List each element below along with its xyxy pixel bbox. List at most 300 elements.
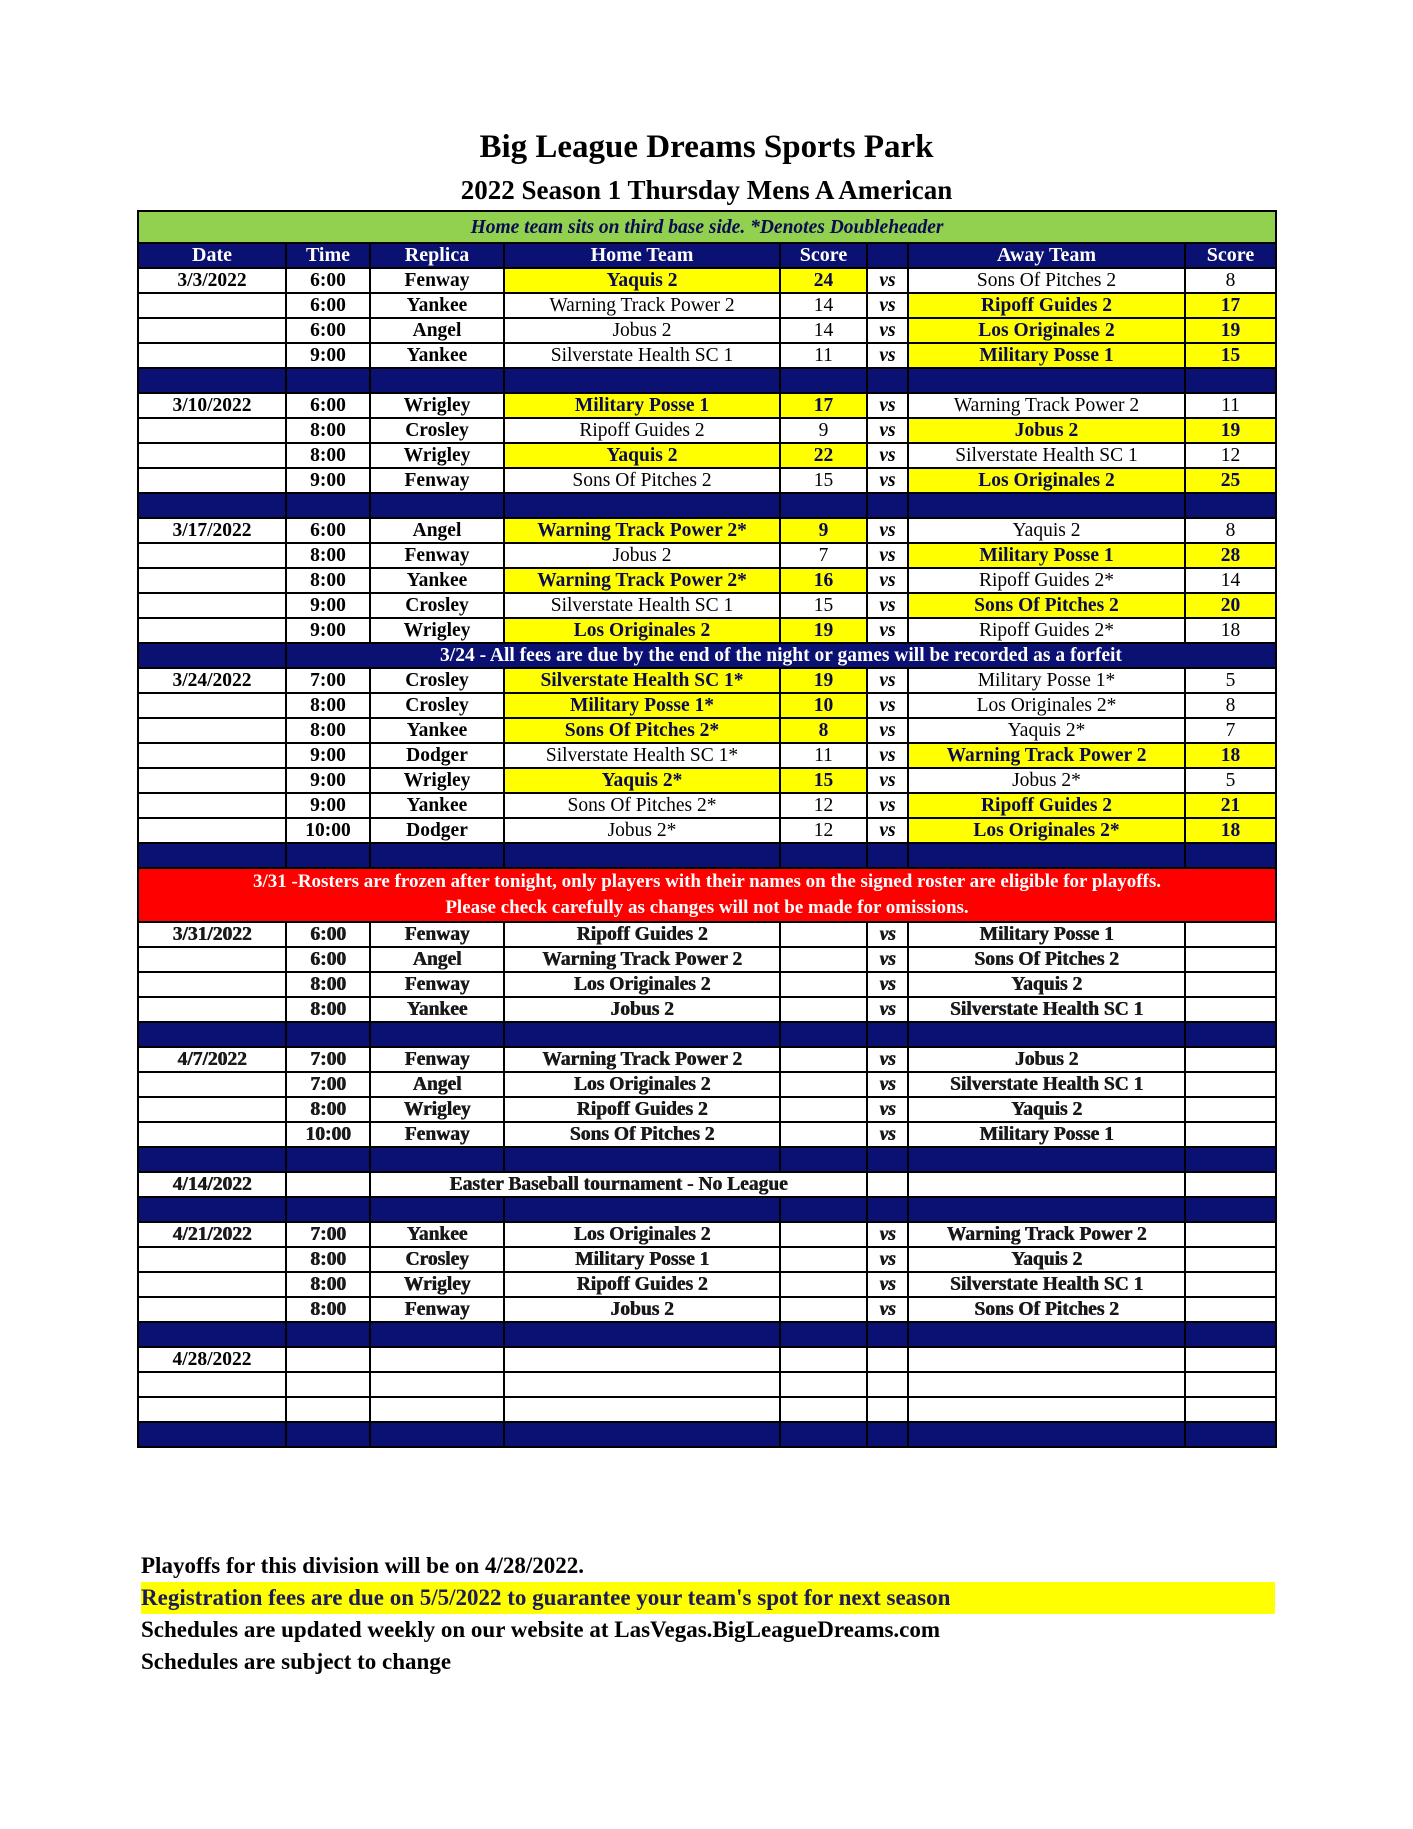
time-cell: 8:00 xyxy=(286,543,370,568)
game-row xyxy=(138,693,1276,718)
home-team-cell: Silverstate Health SC 1 xyxy=(504,343,780,368)
date-cell: 3/3/2022 xyxy=(138,268,286,293)
game-row xyxy=(138,268,1276,293)
empty-cell xyxy=(780,1347,867,1372)
home-team-cell: Warning Track Power 2* xyxy=(504,568,780,593)
time-cell: 8:00 xyxy=(286,1097,370,1122)
page-title: Big League Dreams Sports Park xyxy=(479,129,934,165)
field-cell: Yankee xyxy=(370,568,504,593)
home-score-cell xyxy=(780,1297,867,1322)
vs-cell: vs xyxy=(867,743,908,768)
roster-alert-cell xyxy=(138,868,1276,922)
date-cell xyxy=(138,343,286,368)
away-team-cell: Los Originales 2* xyxy=(908,818,1185,843)
vs-cell: vs xyxy=(867,593,908,618)
separator-cell xyxy=(1185,493,1276,518)
game-row xyxy=(138,343,1276,368)
note-text: Home team sits on third base side. *Denotes Doubleheader xyxy=(138,211,1276,243)
separator-cell xyxy=(504,843,780,868)
home-score-cell xyxy=(780,1047,867,1072)
home-score-cell xyxy=(780,1072,867,1097)
separator-row xyxy=(138,368,1276,393)
separator-cell xyxy=(1185,1197,1276,1222)
blank-row xyxy=(138,1397,1276,1422)
date-cell xyxy=(138,543,286,568)
game-row xyxy=(138,568,1276,593)
home-score-cell xyxy=(780,1247,867,1272)
field-cell: Wrigley xyxy=(370,443,504,468)
home-team-cell: Warning Track Power 2 xyxy=(504,947,780,972)
upcoming-game-row xyxy=(138,1047,1276,1072)
away-score-cell: 11 xyxy=(1185,393,1276,418)
upcoming-game-row xyxy=(138,922,1276,947)
date-cell xyxy=(138,443,286,468)
home-score-cell: 15 xyxy=(780,768,867,793)
date-cell: 4/7/2022 xyxy=(138,1047,286,1072)
time-cell: 9:00 xyxy=(286,343,370,368)
home-team-cell: Military Posse 1 xyxy=(504,393,780,418)
empty-cell xyxy=(370,1347,504,1372)
separator-cell xyxy=(780,1322,867,1347)
date-cell xyxy=(138,768,286,793)
vs-cell: vs xyxy=(867,518,908,543)
home-score-cell: 12 xyxy=(780,793,867,818)
date-cell xyxy=(138,418,286,443)
home-score-cell: 12 xyxy=(780,818,867,843)
vs-cell: vs xyxy=(867,693,908,718)
separator-cell xyxy=(138,493,286,518)
home-team-cell: Jobus 2 xyxy=(504,543,780,568)
date-cell xyxy=(138,1397,286,1422)
home-team-cell: Los Originales 2 xyxy=(504,618,780,643)
vs-cell: vs xyxy=(867,972,908,997)
home-score-cell: 22 xyxy=(780,443,867,468)
time-cell: 8:00 xyxy=(286,693,370,718)
date-cell: 3/10/2022 xyxy=(138,393,286,418)
away-score-cell xyxy=(1185,997,1276,1022)
time-cell: 8:00 xyxy=(286,443,370,468)
away-score-cell: 18 xyxy=(1185,743,1276,768)
home-team-cell: Silverstate Health SC 1 xyxy=(504,593,780,618)
separator-cell xyxy=(780,1197,867,1222)
away-team-cell: Military Posse 1 xyxy=(908,543,1185,568)
vs-cell: vs xyxy=(867,793,908,818)
fee-notice-row xyxy=(138,643,1276,668)
away-score-cell: 5 xyxy=(1185,768,1276,793)
separator-cell xyxy=(1185,1022,1276,1047)
col-header-home-team: Home Team xyxy=(504,243,780,268)
home-team-cell: Los Originales 2 xyxy=(504,1072,780,1097)
separator-cell xyxy=(504,493,780,518)
empty-cell xyxy=(286,1397,370,1422)
date-cell xyxy=(138,793,286,818)
separator-row xyxy=(138,1322,1276,1347)
separator-row xyxy=(138,1197,1276,1222)
game-row xyxy=(138,793,1276,818)
home-score-cell: 11 xyxy=(780,743,867,768)
vs-cell: vs xyxy=(867,468,908,493)
field-cell: Fenway xyxy=(370,468,504,493)
home-score-cell xyxy=(780,997,867,1022)
game-row xyxy=(138,393,1276,418)
event-text: Easter Baseball tournament - No League xyxy=(370,1172,867,1197)
time-cell: 8:00 xyxy=(286,1297,370,1322)
time-cell: 6:00 xyxy=(286,518,370,543)
upcoming-game-row xyxy=(138,1222,1276,1247)
time-cell: 9:00 xyxy=(286,468,370,493)
away-score-cell xyxy=(1185,947,1276,972)
separator-cell xyxy=(867,1022,908,1047)
field-cell: Wrigley xyxy=(370,1272,504,1297)
time-cell: 8:00 xyxy=(286,718,370,743)
separator-cell xyxy=(138,1197,286,1222)
time-cell: 6:00 xyxy=(286,947,370,972)
separator-cell xyxy=(286,1322,370,1347)
field-cell: Angel xyxy=(370,318,504,343)
away-score-cell: 8 xyxy=(1185,693,1276,718)
page-subtitle: 2022 Season 1 Thursday Mens A American xyxy=(460,175,953,205)
upcoming-game-row xyxy=(138,997,1276,1022)
roster-alert-row xyxy=(138,868,1276,922)
separator-cell xyxy=(286,493,370,518)
away-score-cell xyxy=(1185,1272,1276,1297)
col-header-away-team: Away Team xyxy=(908,243,1185,268)
date-cell xyxy=(138,718,286,743)
vs-cell: vs xyxy=(867,268,908,293)
field-cell: Angel xyxy=(370,1072,504,1097)
date-cell xyxy=(138,1297,286,1322)
date-cell xyxy=(138,568,286,593)
home-score-cell: 19 xyxy=(780,668,867,693)
separator-cell xyxy=(504,1147,780,1172)
vs-cell: vs xyxy=(867,568,908,593)
away-score-cell: 28 xyxy=(1185,543,1276,568)
time-cell: 6:00 xyxy=(286,922,370,947)
blank-row xyxy=(138,1372,1276,1397)
home-score-cell: 24 xyxy=(780,268,867,293)
separator-cell xyxy=(286,1197,370,1222)
date-cell xyxy=(138,1372,286,1397)
upcoming-game-row xyxy=(138,1297,1276,1322)
field-cell: Fenway xyxy=(370,972,504,997)
date-cell xyxy=(138,293,286,318)
separator-cell xyxy=(867,1197,908,1222)
date-cell xyxy=(138,972,286,997)
away-team-cell: Ripoff Guides 2* xyxy=(908,618,1185,643)
date-cell xyxy=(138,618,286,643)
footer-playoffs-note: Playoffs for this division will be on 4/28/2022. xyxy=(141,1553,585,1578)
field-cell: Yankee xyxy=(370,793,504,818)
time-cell: 8:00 xyxy=(286,568,370,593)
separator-cell xyxy=(1185,1422,1276,1447)
time-cell: 8:00 xyxy=(286,418,370,443)
field-cell: Wrigley xyxy=(370,618,504,643)
empty-cell xyxy=(370,1372,504,1397)
date-cell: 4/21/2022 xyxy=(138,1222,286,1247)
date-cell xyxy=(138,318,286,343)
away-score-cell: 18 xyxy=(1185,818,1276,843)
roster-alert-line1: 3/31 -Rosters are frozen after tonight, only players with their names on the signed roster are eligible for playoffs. xyxy=(252,871,1162,892)
separator-cell xyxy=(780,368,867,393)
game-row xyxy=(138,818,1276,843)
separator-cell xyxy=(138,1322,286,1347)
home-score-cell xyxy=(780,947,867,972)
vs-cell: vs xyxy=(867,1272,908,1297)
date-cell: 4/28/2022 xyxy=(138,1347,286,1372)
game-row xyxy=(138,468,1276,493)
separator-cell xyxy=(504,1422,780,1447)
away-team-cell: Military Posse 1 xyxy=(908,343,1185,368)
empty-cell xyxy=(1185,1397,1276,1422)
away-team-cell: Military Posse 1 xyxy=(908,1122,1185,1147)
date-cell xyxy=(138,1122,286,1147)
home-team-cell: Yaquis 2 xyxy=(504,268,780,293)
separator-row xyxy=(138,1022,1276,1047)
time-cell: 7:00 xyxy=(286,668,370,693)
away-score-cell xyxy=(1185,1122,1276,1147)
field-cell: Yankee xyxy=(370,343,504,368)
away-team-cell: Military Posse 1 xyxy=(908,922,1185,947)
away-score-cell: 5 xyxy=(1185,668,1276,693)
field-cell: Yankee xyxy=(370,1222,504,1247)
home-team-cell: Silverstate Health SC 1* xyxy=(504,743,780,768)
away-score-cell xyxy=(1185,1297,1276,1322)
separator-cell xyxy=(867,843,908,868)
field-cell: Yankee xyxy=(370,718,504,743)
vs-cell: vs xyxy=(867,1222,908,1247)
separator-cell xyxy=(867,1322,908,1347)
schedule-table xyxy=(137,210,1277,1448)
field-cell: Crosley xyxy=(370,1247,504,1272)
away-score-cell: 18 xyxy=(1185,618,1276,643)
home-team-cell: Yaquis 2 xyxy=(504,443,780,468)
separator-cell xyxy=(1185,368,1276,393)
away-score-cell xyxy=(1185,922,1276,947)
separator-cell xyxy=(908,1022,1185,1047)
vs-cell xyxy=(867,1172,908,1197)
away-team-cell xyxy=(908,1172,1185,1197)
away-score-cell: 20 xyxy=(1185,593,1276,618)
away-score-cell: 12 xyxy=(1185,443,1276,468)
field-cell: Fenway xyxy=(370,1297,504,1322)
time-cell: 10:00 xyxy=(286,818,370,843)
separator-cell xyxy=(867,1147,908,1172)
time-cell: 9:00 xyxy=(286,618,370,643)
home-team-cell: Warning Track Power 2 xyxy=(504,293,780,318)
time-cell: 10:00 xyxy=(286,1122,370,1147)
vs-cell: vs xyxy=(867,343,908,368)
away-score-cell: 14 xyxy=(1185,568,1276,593)
field-cell: Dodger xyxy=(370,818,504,843)
away-score-cell: 19 xyxy=(1185,318,1276,343)
field-cell: Angel xyxy=(370,947,504,972)
home-score-cell: 17 xyxy=(780,393,867,418)
home-team-cell: Sons Of Pitches 2 xyxy=(504,468,780,493)
away-score-cell xyxy=(1185,1247,1276,1272)
separator-cell xyxy=(138,1022,286,1047)
separator-cell xyxy=(1185,1147,1276,1172)
away-team-cell: Warning Track Power 2 xyxy=(908,1222,1185,1247)
away-score-cell xyxy=(1185,1047,1276,1072)
separator-cell xyxy=(780,1022,867,1047)
col-header-vs xyxy=(867,243,908,268)
separator-row xyxy=(138,1422,1276,1447)
time-cell: 8:00 xyxy=(286,1272,370,1297)
separator-cell xyxy=(780,1422,867,1447)
empty-cell xyxy=(908,1372,1185,1397)
away-score-cell: 21 xyxy=(1185,793,1276,818)
time-cell: 8:00 xyxy=(286,997,370,1022)
field-cell: Fenway xyxy=(370,543,504,568)
separator-cell xyxy=(1185,843,1276,868)
game-row xyxy=(138,543,1276,568)
separator-cell xyxy=(370,1022,504,1047)
date-cell xyxy=(138,1247,286,1272)
upcoming-game-row xyxy=(138,947,1276,972)
upcoming-game-row xyxy=(138,1097,1276,1122)
away-score-cell xyxy=(1185,972,1276,997)
date-cell xyxy=(138,693,286,718)
away-score-cell: 25 xyxy=(1185,468,1276,493)
field-cell: Wrigley xyxy=(370,768,504,793)
home-score-cell: 14 xyxy=(780,293,867,318)
separator-cell xyxy=(286,1147,370,1172)
empty-cell xyxy=(867,1347,908,1372)
empty-cell xyxy=(867,1372,908,1397)
upcoming-game-row xyxy=(138,972,1276,997)
vs-cell: vs xyxy=(867,443,908,468)
field-cell: Yankee xyxy=(370,997,504,1022)
time-cell: 6:00 xyxy=(286,393,370,418)
home-score-cell xyxy=(780,1122,867,1147)
upcoming-game-row xyxy=(138,1122,1276,1147)
upcoming-game-row xyxy=(138,1072,1276,1097)
time-cell: 9:00 xyxy=(286,743,370,768)
home-team-cell: Ripoff Guides 2 xyxy=(504,1272,780,1297)
away-team-cell: Military Posse 1* xyxy=(908,668,1185,693)
game-row xyxy=(138,518,1276,543)
vs-cell: vs xyxy=(867,668,908,693)
date-cell: 4/14/2022 xyxy=(138,1172,286,1197)
separator-row xyxy=(138,493,1276,518)
date-cell xyxy=(138,1072,286,1097)
date-cell xyxy=(138,818,286,843)
separator-cell xyxy=(370,1322,504,1347)
field-cell: Crosley xyxy=(370,593,504,618)
date-cell xyxy=(138,593,286,618)
home-team-cell: Warning Track Power 2* xyxy=(504,518,780,543)
footer-registration-note: Registration fees are due on 5/5/2022 to guarantee your team's spot for next season xyxy=(141,1582,1275,1614)
empty-cell xyxy=(867,1397,908,1422)
home-team-cell: Jobus 2* xyxy=(504,818,780,843)
vs-cell: vs xyxy=(867,1297,908,1322)
separator-cell xyxy=(908,1147,1185,1172)
vs-cell: vs xyxy=(867,318,908,343)
away-team-cell: Yaquis 2 xyxy=(908,1247,1185,1272)
home-team-cell: Ripoff Guides 2 xyxy=(504,1097,780,1122)
separator-cell xyxy=(908,843,1185,868)
home-score-cell: 16 xyxy=(780,568,867,593)
vs-cell: vs xyxy=(867,1097,908,1122)
home-team-cell: Jobus 2 xyxy=(504,318,780,343)
separator-cell xyxy=(370,843,504,868)
time-cell: 7:00 xyxy=(286,1047,370,1072)
vs-cell: vs xyxy=(867,997,908,1022)
date-cell: 3/24/2022 xyxy=(138,668,286,693)
game-row xyxy=(138,668,1276,693)
date-cell xyxy=(138,1272,286,1297)
separator-cell xyxy=(504,1197,780,1222)
vs-cell: vs xyxy=(867,718,908,743)
away-team-cell: Yaquis 2 xyxy=(908,972,1185,997)
away-score-cell xyxy=(1185,1222,1276,1247)
vs-cell: vs xyxy=(867,818,908,843)
field-cell: Fenway xyxy=(370,1122,504,1147)
blank-row xyxy=(138,1347,1276,1372)
time-cell: 6:00 xyxy=(286,293,370,318)
home-team-cell: Military Posse 1* xyxy=(504,693,780,718)
away-score-cell: 19 xyxy=(1185,418,1276,443)
away-team-cell: Warning Track Power 2 xyxy=(908,743,1185,768)
time-cell: 8:00 xyxy=(286,972,370,997)
separator-cell xyxy=(504,368,780,393)
field-cell: Fenway xyxy=(370,1047,504,1072)
home-score-cell: 15 xyxy=(780,468,867,493)
vs-cell: vs xyxy=(867,293,908,318)
time-cell: 6:00 xyxy=(286,268,370,293)
home-score-cell xyxy=(780,1272,867,1297)
home-score-cell: 11 xyxy=(780,343,867,368)
col-header-replica: Replica xyxy=(370,243,504,268)
date-cell xyxy=(138,1097,286,1122)
field-cell: Dodger xyxy=(370,743,504,768)
away-score-cell: 8 xyxy=(1185,518,1276,543)
note-row xyxy=(138,211,1276,243)
away-team-cell: Jobus 2 xyxy=(908,1047,1185,1072)
home-team-cell: Ripoff Guides 2 xyxy=(504,418,780,443)
separator-cell xyxy=(867,493,908,518)
empty-cell xyxy=(504,1347,780,1372)
empty-cell xyxy=(908,1347,1185,1372)
game-row xyxy=(138,618,1276,643)
home-score-cell xyxy=(780,1222,867,1247)
time-cell xyxy=(286,1172,370,1197)
home-score-cell: 14 xyxy=(780,318,867,343)
field-cell: Fenway xyxy=(370,922,504,947)
separator-cell xyxy=(908,368,1185,393)
separator-cell xyxy=(504,1322,780,1347)
separator-row xyxy=(138,843,1276,868)
date-cell xyxy=(138,997,286,1022)
separator-cell xyxy=(370,1147,504,1172)
time-cell: 8:00 xyxy=(286,1247,370,1272)
date-cell xyxy=(138,468,286,493)
col-header-away-score: Score xyxy=(1185,243,1276,268)
home-team-cell: Ripoff Guides 2 xyxy=(504,922,780,947)
separator-cell xyxy=(780,1147,867,1172)
separator-cell xyxy=(138,843,286,868)
away-team-cell: Silverstate Health SC 1 xyxy=(908,443,1185,468)
game-row xyxy=(138,443,1276,468)
game-row xyxy=(138,593,1276,618)
separator-cell xyxy=(908,493,1185,518)
vs-cell: vs xyxy=(867,418,908,443)
empty-cell xyxy=(286,1347,370,1372)
time-cell: 9:00 xyxy=(286,793,370,818)
vs-cell: vs xyxy=(867,922,908,947)
home-team-cell: Jobus 2 xyxy=(504,1297,780,1322)
field-cell: Wrigley xyxy=(370,393,504,418)
